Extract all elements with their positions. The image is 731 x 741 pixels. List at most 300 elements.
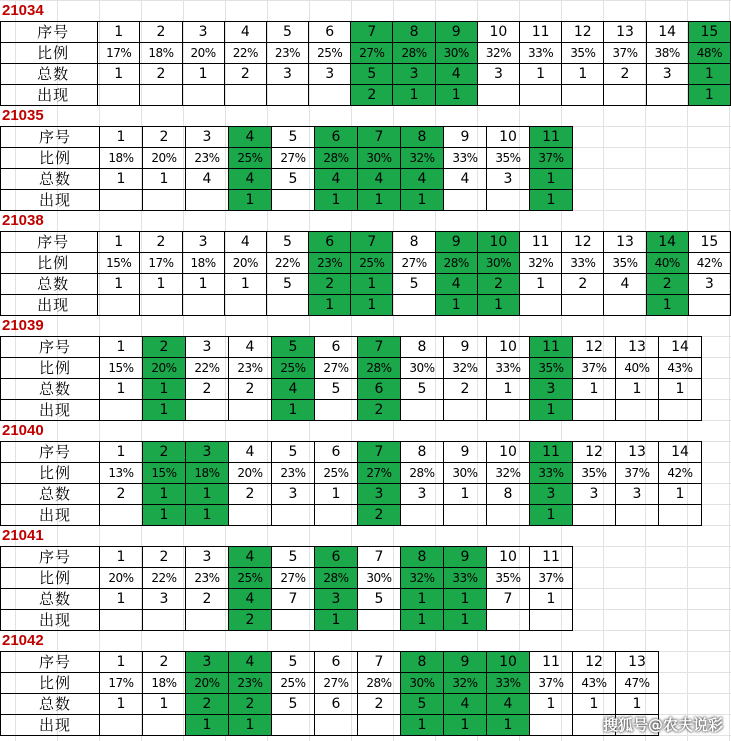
row-label: 出现 — [1, 400, 100, 421]
table-cell: 22% — [186, 358, 229, 379]
table-cell — [100, 715, 143, 736]
table-cell: 42% — [688, 253, 730, 274]
table-cell: 35% — [604, 253, 646, 274]
table-cell — [186, 190, 229, 211]
table-cell: 8 — [401, 442, 444, 463]
table-cell: 10 — [487, 337, 530, 358]
table-cell — [229, 400, 272, 421]
table-cell — [272, 715, 315, 736]
table-cell: 12 — [562, 22, 604, 43]
table-cell — [100, 505, 143, 526]
table-cell: 6 — [315, 337, 358, 358]
table-cell: 4 — [229, 442, 272, 463]
draw-table — [0, 21, 731, 106]
table-cell: 2 — [477, 274, 519, 295]
table-cell: 28% — [358, 673, 401, 694]
table-cell: 2 — [224, 64, 266, 85]
table-cell: 25% — [229, 148, 272, 169]
table-cell: 7 — [351, 232, 393, 253]
table-cell: 5 — [272, 169, 315, 190]
table-cell: 1 — [143, 379, 186, 400]
table-cell — [229, 505, 272, 526]
table-cell: 3 — [393, 64, 435, 85]
table-cell: 7 — [487, 589, 530, 610]
table-cell: 13% — [100, 463, 143, 484]
index-row — [1, 547, 573, 568]
table-cell: 7 — [351, 22, 393, 43]
row-label: 比例 — [1, 568, 100, 589]
table-cell: 3 — [143, 589, 186, 610]
table-cell: 5 — [266, 22, 308, 43]
table-cell — [530, 715, 573, 736]
table-cell: 4 — [315, 169, 358, 190]
table-cell — [143, 610, 186, 631]
table-cell: 2 — [646, 274, 688, 295]
table-cell — [309, 85, 351, 106]
table-cell: 2 — [358, 400, 401, 421]
table-cell: 6 — [309, 232, 351, 253]
table-cell: 4 — [186, 169, 229, 190]
table-cell: 3 — [186, 337, 229, 358]
ratio-row — [1, 463, 702, 484]
table-cell: 9 — [444, 442, 487, 463]
table-cell: 15% — [98, 253, 140, 274]
appear-row — [1, 505, 702, 526]
table-cell: 4 — [229, 337, 272, 358]
table-cell: 8 — [487, 484, 530, 505]
table-cell: 2 — [143, 652, 186, 673]
table-cell — [444, 190, 487, 211]
table-cell: 15 — [688, 232, 730, 253]
table-cell: 8 — [393, 22, 435, 43]
table-cell: 6 — [315, 442, 358, 463]
table-cell — [520, 85, 562, 106]
table-cell: 4 — [435, 64, 477, 85]
index-row — [1, 442, 702, 463]
table-cell: 2 — [358, 505, 401, 526]
table-cell: 4 — [229, 652, 272, 673]
index-row — [1, 127, 573, 148]
table-cell: 8 — [401, 652, 444, 673]
table-cell: 30% — [358, 148, 401, 169]
table-cell: 1 — [530, 190, 573, 211]
table-cell: 35% — [487, 148, 530, 169]
table-cell: 1 — [100, 589, 143, 610]
table-cell: 9 — [444, 127, 487, 148]
table-cell: 1 — [573, 379, 616, 400]
table-cell: 8 — [393, 232, 435, 253]
table-cell: 20% — [229, 463, 272, 484]
table-cell: 2 — [229, 610, 272, 631]
table-cell: 1 — [229, 190, 272, 211]
table-cell: 30% — [358, 568, 401, 589]
table-cell: 18% — [140, 43, 182, 64]
draw-title: 21035 — [2, 107, 44, 124]
table-cell: 3 — [186, 652, 229, 673]
table-cell — [530, 610, 573, 631]
table-cell: 15% — [143, 463, 186, 484]
table-cell: 2 — [604, 64, 646, 85]
table-cell: 10 — [487, 127, 530, 148]
table-cell: 1 — [688, 64, 730, 85]
table-cell: 22% — [224, 43, 266, 64]
table-cell: 40% — [646, 253, 688, 274]
table-cell: 1 — [444, 610, 487, 631]
table-cell: 1 — [98, 22, 140, 43]
table-cell: 1 — [530, 589, 573, 610]
table-cell: 17% — [98, 43, 140, 64]
draw-table — [0, 441, 702, 526]
table-cell: 1 — [143, 505, 186, 526]
table-cell: 27% — [358, 463, 401, 484]
table-cell: 30% — [435, 43, 477, 64]
table-cell: 12 — [573, 652, 616, 673]
table-cell — [272, 610, 315, 631]
table-cell: 2 — [143, 337, 186, 358]
table-cell — [604, 85, 646, 106]
table-cell — [487, 610, 530, 631]
table-cell: 2 — [100, 484, 143, 505]
table-cell: 1 — [659, 379, 702, 400]
table-cell: 14 — [646, 22, 688, 43]
table-cell: 27% — [393, 253, 435, 274]
table-cell: 43% — [573, 673, 616, 694]
row-label: 总数 — [1, 169, 100, 190]
row-label: 总数 — [1, 484, 100, 505]
table-cell — [224, 295, 266, 316]
table-cell: 1 — [100, 442, 143, 463]
table-cell: 1 — [435, 295, 477, 316]
table-cell: 3 — [272, 484, 315, 505]
ratio-row — [1, 358, 702, 379]
table-cell: 1 — [530, 169, 573, 190]
table-cell: 23% — [272, 463, 315, 484]
table-cell: 2 — [358, 694, 401, 715]
table-cell: 1 — [100, 337, 143, 358]
draw-block — [0, 420, 702, 526]
table-cell: 1 — [100, 169, 143, 190]
row-label: 比例 — [1, 148, 100, 169]
table-cell: 11 — [530, 127, 573, 148]
table-cell: 5 — [315, 379, 358, 400]
table-cell: 33% — [520, 43, 562, 64]
table-cell: 13 — [604, 232, 646, 253]
table-cell: 20% — [182, 43, 224, 64]
table-cell: 1 — [272, 400, 315, 421]
table-cell: 2 — [309, 274, 351, 295]
total-row — [1, 484, 702, 505]
row-label: 出现 — [1, 190, 100, 211]
table-cell — [393, 295, 435, 316]
table-cell: 18% — [100, 148, 143, 169]
table-cell: 35% — [562, 43, 604, 64]
table-cell: 37% — [530, 568, 573, 589]
table-cell: 32% — [401, 148, 444, 169]
row-label: 比例 — [1, 253, 98, 274]
row-label: 总数 — [1, 274, 98, 295]
table-cell: 6 — [315, 127, 358, 148]
draw-table — [0, 336, 702, 421]
table-cell: 4 — [435, 274, 477, 295]
table-cell: 1 — [562, 64, 604, 85]
table-cell: 1 — [182, 64, 224, 85]
total-row — [1, 64, 731, 85]
table-cell: 4 — [401, 169, 444, 190]
table-cell: 32% — [520, 253, 562, 274]
table-cell: 32% — [401, 568, 444, 589]
table-cell: 7 — [358, 652, 401, 673]
table-cell: 3 — [530, 484, 573, 505]
table-cell: 3 — [186, 127, 229, 148]
table-cell: 1 — [444, 589, 487, 610]
draw-block — [0, 0, 731, 106]
table-cell: 1 — [530, 694, 573, 715]
table-cell: 1 — [358, 190, 401, 211]
table-cell: 1 — [401, 190, 444, 211]
table-cell: 33% — [487, 358, 530, 379]
table-cell — [659, 400, 702, 421]
table-cell: 5 — [272, 442, 315, 463]
ratio-row — [1, 253, 731, 274]
draw-title: 21039 — [2, 317, 44, 334]
table-cell: 4 — [224, 232, 266, 253]
table-cell: 3 — [573, 484, 616, 505]
table-cell — [520, 295, 562, 316]
table-cell — [140, 85, 182, 106]
row-label: 序号 — [1, 337, 100, 358]
table-cell: 5 — [272, 547, 315, 568]
table-cell: 20% — [186, 673, 229, 694]
table-cell: 6 — [358, 379, 401, 400]
table-cell: 23% — [266, 43, 308, 64]
table-cell: 27% — [315, 358, 358, 379]
table-cell: 1 — [143, 169, 186, 190]
table-cell: 10 — [487, 442, 530, 463]
table-cell: 22% — [266, 253, 308, 274]
table-cell — [143, 715, 186, 736]
table-cell: 23% — [186, 568, 229, 589]
table-cell: 1 — [530, 400, 573, 421]
table-cell: 20% — [224, 253, 266, 274]
table-cell: 6 — [309, 22, 351, 43]
table-cell: 10 — [487, 547, 530, 568]
draw-title: 21034 — [2, 2, 44, 19]
row-label: 总数 — [1, 64, 98, 85]
table-cell: 5 — [401, 694, 444, 715]
table-cell: 1 — [315, 610, 358, 631]
table-cell: 35% — [573, 463, 616, 484]
table-cell: 33% — [530, 463, 573, 484]
table-cell: 1 — [186, 505, 229, 526]
table-cell: 8 — [401, 127, 444, 148]
table-cell — [616, 400, 659, 421]
table-cell: 9 — [444, 547, 487, 568]
table-cell: 2 — [140, 22, 182, 43]
appear-row — [1, 715, 659, 736]
table-cell: 3 — [266, 64, 308, 85]
table-cell — [646, 85, 688, 106]
table-cell — [401, 505, 444, 526]
table-cell: 4 — [604, 274, 646, 295]
table-cell: 1 — [98, 64, 140, 85]
row-label: 出现 — [1, 85, 98, 106]
table-cell: 3 — [646, 64, 688, 85]
table-cell: 2 — [229, 694, 272, 715]
table-cell: 5 — [266, 274, 308, 295]
table-cell: 1 — [224, 274, 266, 295]
row-label: 序号 — [1, 547, 100, 568]
draw-title: 21038 — [2, 212, 44, 229]
table-cell: 3 — [186, 442, 229, 463]
table-cell: 37% — [530, 673, 573, 694]
table-cell — [315, 505, 358, 526]
table-cell: 12 — [573, 337, 616, 358]
table-cell: 23% — [186, 148, 229, 169]
table-cell: 2 — [143, 127, 186, 148]
draw-table — [0, 546, 573, 631]
table-cell: 4 — [444, 169, 487, 190]
table-cell — [401, 400, 444, 421]
table-cell: 27% — [315, 673, 358, 694]
table-cell: 6 — [315, 652, 358, 673]
table-cell: 4 — [229, 589, 272, 610]
table-cell: 5 — [272, 694, 315, 715]
table-cell: 7 — [358, 127, 401, 148]
table-cell — [444, 400, 487, 421]
table-cell: 20% — [100, 568, 143, 589]
table-cell: 37% — [604, 43, 646, 64]
table-cell: 32% — [444, 358, 487, 379]
appear-row — [1, 400, 702, 421]
watermark: 搜狐号@农夫说彩 — [602, 716, 723, 734]
table-cell: 1 — [100, 652, 143, 673]
draw-block — [0, 525, 573, 631]
table-cell — [315, 400, 358, 421]
row-label: 出现 — [1, 295, 98, 316]
table-cell: 1 — [573, 694, 616, 715]
table-cell: 32% — [444, 673, 487, 694]
table-cell: 1 — [401, 589, 444, 610]
table-cell: 2 — [444, 379, 487, 400]
table-cell: 3 — [477, 64, 519, 85]
table-cell: 7 — [358, 337, 401, 358]
table-cell: 1 — [182, 274, 224, 295]
total-row — [1, 169, 573, 190]
row-label: 序号 — [1, 232, 98, 253]
table-cell: 8 — [401, 547, 444, 568]
table-cell — [573, 505, 616, 526]
table-cell: 8 — [401, 337, 444, 358]
table-cell: 15 — [688, 22, 730, 43]
table-cell: 1 — [229, 715, 272, 736]
appear-row — [1, 190, 573, 211]
table-cell: 1 — [530, 505, 573, 526]
table-cell: 15% — [100, 358, 143, 379]
table-cell: 1 — [351, 274, 393, 295]
row-label: 序号 — [1, 652, 100, 673]
table-cell: 1 — [401, 610, 444, 631]
table-cell: 10 — [477, 232, 519, 253]
table-cell: 1 — [100, 694, 143, 715]
table-cell: 11 — [520, 232, 562, 253]
table-cell: 4 — [272, 379, 315, 400]
table-cell: 28% — [435, 253, 477, 274]
table-cell — [98, 85, 140, 106]
table-cell: 25% — [309, 43, 351, 64]
table-cell: 3 — [186, 547, 229, 568]
table-cell: 6 — [315, 694, 358, 715]
table-cell: 23% — [309, 253, 351, 274]
table-cell: 13 — [604, 22, 646, 43]
table-cell: 43% — [659, 358, 702, 379]
draw-table — [0, 651, 659, 736]
draw-table — [0, 231, 731, 316]
table-cell: 3 — [315, 589, 358, 610]
ratio-row — [1, 43, 731, 64]
table-cell — [100, 190, 143, 211]
table-cell: 2 — [229, 484, 272, 505]
table-cell: 1 — [616, 379, 659, 400]
table-cell: 11 — [530, 337, 573, 358]
row-label: 总数 — [1, 589, 100, 610]
draw-title: 21042 — [2, 632, 44, 649]
table-cell: 18% — [186, 463, 229, 484]
total-row — [1, 274, 731, 295]
table-cell: 6 — [315, 547, 358, 568]
table-cell: 1 — [315, 484, 358, 505]
table-cell: 2 — [229, 379, 272, 400]
table-cell: 1 — [487, 715, 530, 736]
draw-block — [0, 630, 659, 736]
table-cell — [573, 400, 616, 421]
table-cell: 13 — [616, 652, 659, 673]
table-cell: 2 — [186, 694, 229, 715]
draw-title: 21040 — [2, 422, 44, 439]
table-cell: 5 — [358, 589, 401, 610]
appear-row — [1, 85, 731, 106]
index-row — [1, 652, 659, 673]
table-cell: 14 — [659, 442, 702, 463]
table-cell: 5 — [272, 337, 315, 358]
table-cell: 32% — [477, 43, 519, 64]
row-label: 序号 — [1, 442, 100, 463]
table-cell: 1 — [520, 64, 562, 85]
table-cell: 14 — [646, 232, 688, 253]
draw-block — [0, 105, 573, 211]
table-cell — [186, 400, 229, 421]
table-cell: 33% — [444, 568, 487, 589]
table-cell: 4 — [444, 694, 487, 715]
index-row — [1, 337, 702, 358]
table-cell: 1 — [435, 85, 477, 106]
table-cell: 20% — [143, 358, 186, 379]
table-cell: 11 — [530, 547, 573, 568]
table-cell: 4 — [487, 694, 530, 715]
table-cell: 30% — [477, 253, 519, 274]
table-cell: 1 — [309, 295, 351, 316]
row-label: 总数 — [1, 379, 100, 400]
table-cell: 33% — [562, 253, 604, 274]
total-row — [1, 694, 659, 715]
table-cell: 1 — [477, 295, 519, 316]
table-cell: 1 — [186, 484, 229, 505]
table-cell: 1 — [487, 379, 530, 400]
table-cell — [182, 295, 224, 316]
table-cell: 18% — [182, 253, 224, 274]
table-cell — [487, 400, 530, 421]
table-cell: 5 — [272, 652, 315, 673]
table-cell: 30% — [444, 463, 487, 484]
